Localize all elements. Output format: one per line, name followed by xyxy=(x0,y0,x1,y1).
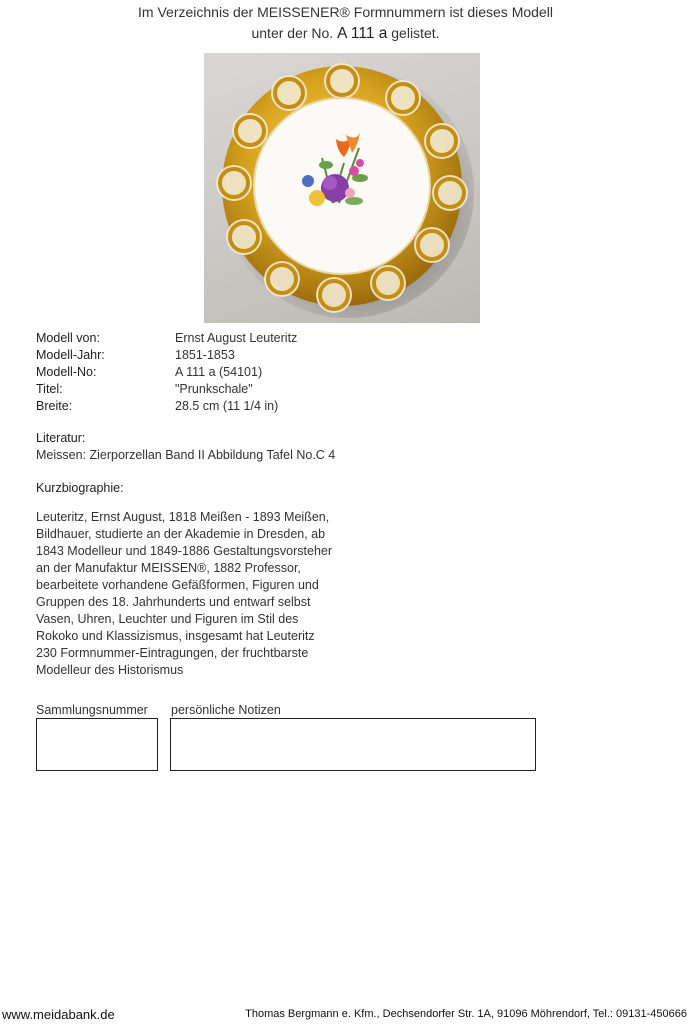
fact-row-designer xyxy=(36,330,297,347)
fact-row-year xyxy=(36,347,297,364)
notes-label: persönliche Notizen xyxy=(171,703,281,717)
plate-image xyxy=(204,53,480,323)
fact-row-width xyxy=(36,398,297,415)
fact-label: Breite: xyxy=(36,399,73,413)
footer-address: Thomas Bergmann e. Kfm., Dechsendorfer Str. 1A, 91096 Möhrendorf, Tel.: 09131-450666 xyxy=(245,1008,687,1020)
website-link[interactable]: www.meidabank.de xyxy=(2,1007,115,1022)
fact-value: "Prunkschale" xyxy=(175,382,253,396)
product-photo xyxy=(204,53,480,323)
intro-text xyxy=(0,2,691,44)
intro-prefix: unter der No. xyxy=(251,25,338,41)
intro-suffix: gelistet. xyxy=(387,25,440,41)
fact-label: Modell-Jahr: xyxy=(36,348,105,362)
intro-line-1: Im Verzeichnis der MEISSENER® Formnummern ist dieses Modell xyxy=(138,4,553,20)
fact-value: 28.5 cm (11 1/4 in) xyxy=(175,399,279,413)
literature-text: Meissen: Zierporzellan Band II Abbildung Tafel No.C 4 xyxy=(36,448,336,462)
fact-label: Titel: xyxy=(36,382,63,396)
biography-text: Leuteritz, Ernst August, 1818 Meißen - 1893 Meißen, Bildhauer, studierte an der Akademie in Dresden, ab 1843 Modelleur und 1849-1886 Gestaltungsvorsteher an der Manufaktur MEISSEN®, 1882 Professor, bearbeitete vorhandene Gefäßformen, Figuren und Gruppen des 18. Jahrhunderts und entwarf selbst Vasen, Uhren, Leuchter und Figuren im Stil des Rokoko und Klassizismus, insgesamt hat Leuteritz 230 Formnummer-Eintragungen, der fruchtbarste Modelleur des Historismus xyxy=(36,510,333,677)
fact-label: Modell von: xyxy=(36,331,100,345)
intro-line-2 xyxy=(0,23,691,44)
fact-value: Ernst August Leuteritz xyxy=(175,331,298,345)
fact-row-model-no xyxy=(36,364,297,381)
fact-row-title xyxy=(36,381,297,398)
fact-value: A 111 a (54101) xyxy=(175,365,263,379)
literature-heading: Literatur: xyxy=(36,431,86,445)
collection-number-label: Sammlungsnummer xyxy=(36,703,148,717)
notes-field[interactable] xyxy=(170,718,536,771)
biography-heading: Kurzbiographie: xyxy=(36,481,124,495)
collection-number-field[interactable] xyxy=(36,718,158,771)
model-facts xyxy=(36,330,297,415)
fact-value: 1851-1853 xyxy=(175,348,235,362)
model-number: A 111 a xyxy=(337,25,388,42)
fact-label: Modell-No: xyxy=(36,365,97,379)
